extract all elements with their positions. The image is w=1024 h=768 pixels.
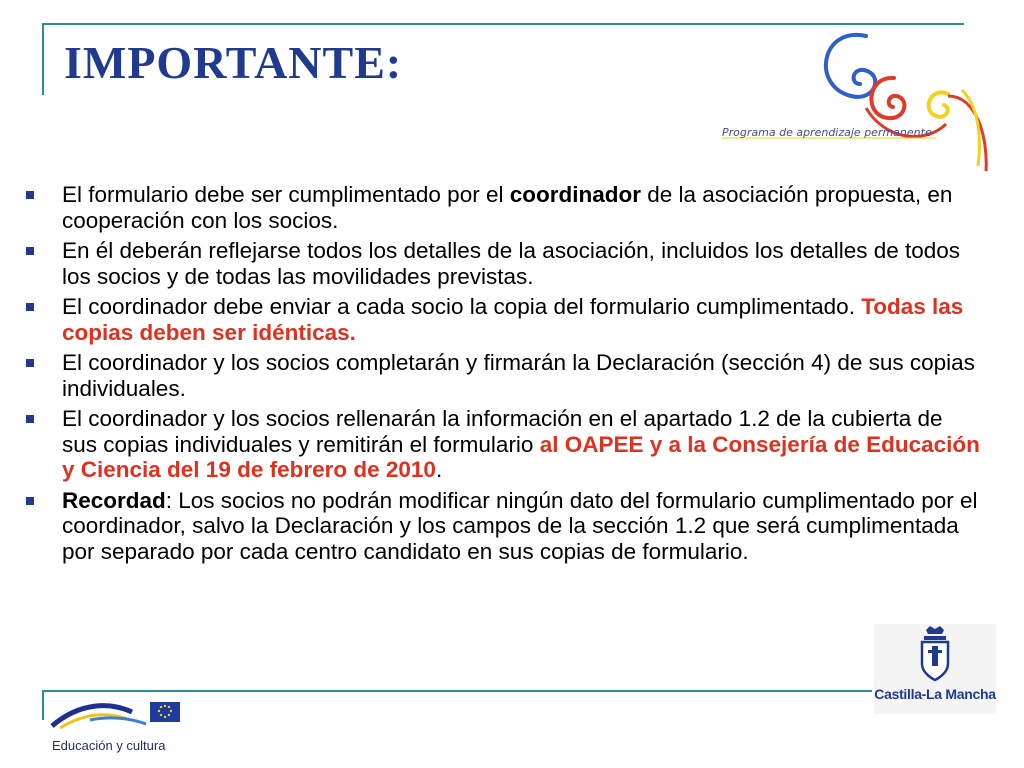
bullet-square-icon (26, 497, 34, 505)
castilla-la-mancha-logo (874, 624, 996, 714)
slide-title: IMPORTANTE: (64, 37, 403, 88)
bullet-text: : Los socios no podrán modificar ningún dato del formulario cumplimentado por el coordinador, salvo la Declaración y los campos de la sección 1.2 que será cumplimentada por separado por cada centro candidato en sus copias de formulario. (62, 487, 978, 564)
bullet-text: El coordinador y los socios rellenarán la información en el apartado 1.2 de la cubierta de sus copias individuales y remitirán el formulario (62, 406, 943, 457)
bullet-text: El coordinador debe enviar a cada socio la copia del formulario cumplimentado. (62, 294, 862, 319)
bullet-list (20, 182, 980, 569)
bullet-text: al OAPEE y a la Consejería de Educación y Ciencia del 19 de febrero de 2010 (62, 431, 980, 482)
bullet-text: El coordinador y los socios completarán y firmarán la Declaración (sección 4) de sus copias individuales. (62, 350, 975, 401)
bullet-square-icon (26, 191, 34, 199)
bullet-item (20, 406, 980, 483)
castilla-la-mancha-text: Castilla-La Mancha (874, 686, 996, 702)
bullet-item (20, 488, 980, 565)
bullet-item (20, 182, 980, 233)
bullet-square-icon (26, 415, 34, 423)
bullet-item (20, 350, 980, 401)
bullet-item (20, 294, 980, 345)
bullet-square-icon (26, 247, 34, 255)
bullet-text: . (435, 457, 443, 482)
educacion-cultura-text: Educación y cultura (52, 738, 166, 753)
top-frame-line (42, 23, 964, 25)
bullet-square-icon (26, 303, 34, 311)
bullet-text: Recordad (62, 487, 166, 513)
top-frame-vertical-line (42, 23, 44, 95)
coat-of-arms-icon (874, 624, 996, 686)
bottom-frame-vertical-line (42, 690, 44, 720)
educacion-cultura-logo (50, 698, 190, 764)
eu-flag-swoosh-icon (50, 698, 190, 734)
programa-logo-text: Programa de aprendizaje permanente (722, 126, 932, 139)
bullet-square-icon (26, 359, 34, 367)
bullet-text: El formulario debe ser cumplimentado por el (62, 182, 510, 207)
spiral-logo-icon (716, 26, 992, 176)
bottom-frame-line (42, 690, 872, 692)
bullet-text: coordinador (509, 182, 641, 207)
bullet-text: En él deberán reflejarse todos los detalles de la asociación, incluidos los detalles de todos los socios y de todas las movilidades previstas. (62, 238, 961, 289)
bullet-text: Todas las copias deben ser idénticas. (62, 294, 964, 345)
bullet-text: de la asociación propuesta, en cooperación con los socios. (62, 182, 953, 233)
programa-logo (716, 26, 992, 176)
bullet-item (20, 238, 980, 289)
